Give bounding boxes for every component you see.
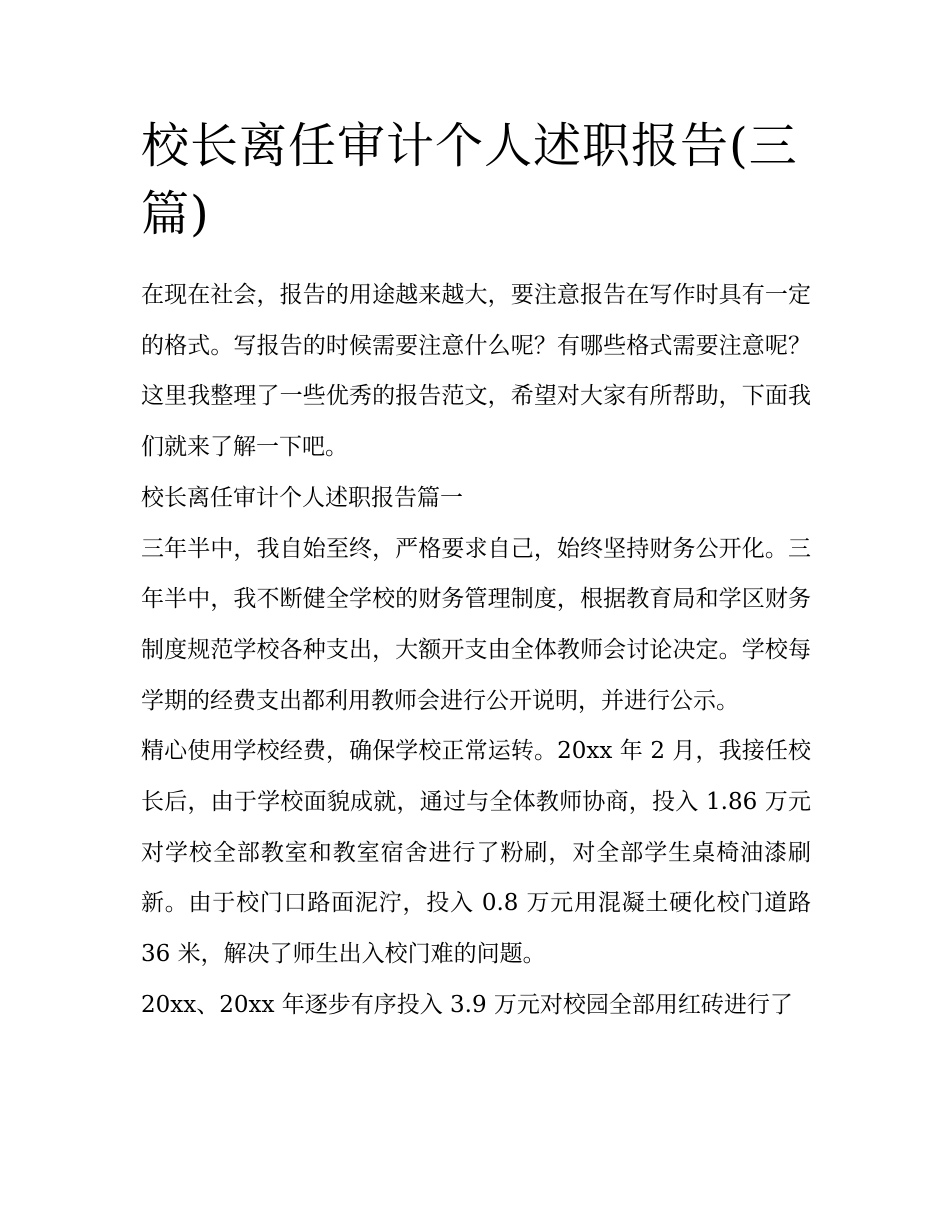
document-body (141, 270, 811, 1031)
intro-paragraph: 在现在社会，报告的用途越来越大，要注意报告在写作时具有一定的格式。写报告的时候需要注意什么呢？有哪些格式需要注意呢？这里我整理了一些优秀的报告范文，希望对大家有所帮助，下面我们就来了解一下吧。 (141, 282, 811, 461)
section-heading: 校长离任审计个人述职报告篇一 (141, 484, 463, 511)
document-title: 校长离任审计个人述职报告(三篇) (141, 118, 798, 242)
body-paragraph: 20xx、20xx 年逐步有序投入 3.9 万元对校园全部用红砖进行了 (141, 991, 793, 1018)
body-paragraph: 精心使用学校经费，确保学校正常运转。20xx 年 2 月，我接任校长后，由于学校面貌成就，通过与全体教师协商，投入 1.86 万元对学校全部教室和教室宿舍进行了粉刷，对全部学生桌椅油漆刷新。由于校门口路面泥泞，投入 0.8 万元用混凝土硬化校门道路 36 米，解决了师生出入校门难的问题。 (141, 738, 811, 968)
document-page (141, 112, 811, 1031)
body-paragraph: 三年半中，我自始至终，严格要求自己，始终坚持财务公开化。三年半中，我不断健全学校的财务管理制度，根据教育局和学区财务制度规范学校各种支出，大额开支由全体教师会讨论决定。学校每学期的经费支出都利用教师会进行公开说明，并进行公示。 (141, 535, 811, 714)
